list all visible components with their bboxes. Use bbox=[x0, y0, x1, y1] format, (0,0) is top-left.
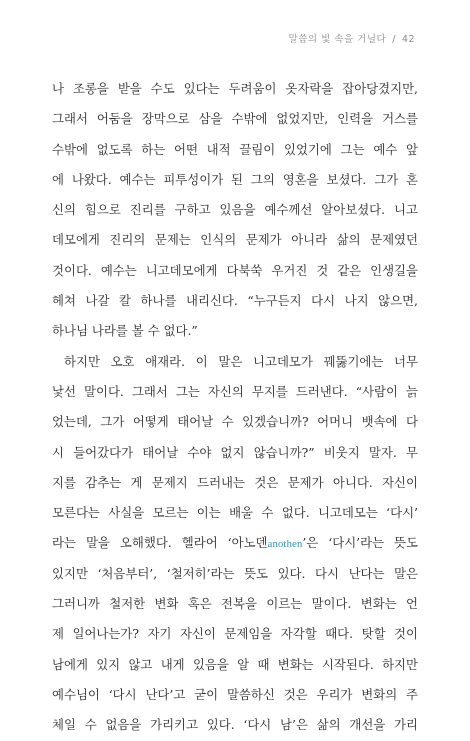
text-line: 예수님이 ‘다시 난다’고 굳이 말씀하신 것은 우리가 변화의 주 bbox=[52, 686, 418, 702]
page-number: 42 bbox=[401, 34, 415, 45]
text-line: 지를 감추는 게 문제지 드러내는 것은 문제가 아니다. 자신이 bbox=[52, 474, 418, 490]
text-segment: 라는 말을 오해했다. 헬라어 ‘아노덴 bbox=[52, 535, 268, 551]
text-line: 하지만 오호 애재라. 이 말은 니고데모가 꿰뚫기에는 너무 bbox=[64, 353, 418, 369]
text-line: 남에게 있지 않고 내게 있음을 알 때 변화는 시작된다. 하지만 bbox=[52, 656, 418, 672]
text-line: 나 조롱을 받을 수도 있다는 두려움이 옷자락을 잡아당겼지만, bbox=[52, 81, 418, 96]
running-header bbox=[289, 31, 415, 45]
text-line: 있지만 ‘처음부터’, ‘철저히’라는 뜻도 있다. 다시 난다는 말은 bbox=[52, 565, 418, 581]
text-line: 에 나왔다. 예수는 피투성이가 된 그의 영혼을 보셨다. 그가 혼 bbox=[52, 171, 418, 187]
text-line: 시 들어갔다가 태어날 수야 없지 않습니까?” 비웃지 말자. 무 bbox=[52, 444, 418, 460]
text-line: 모른다는 사실을 모르는 이는 배울 수 없다. 니고데모는 ‘다시’ bbox=[52, 505, 418, 521]
text-line: 신의 힘으로 진리를 구하고 있음을 예수께선 알아보셨다. 니고 bbox=[52, 202, 418, 218]
text-line: 그러니까 철저한 변화 혹은 전복을 이르는 말이다. 변화는 언 bbox=[52, 596, 418, 612]
text-segment: ’은 ‘다시’라는 뜻도 bbox=[302, 535, 418, 551]
running-title: 말씀의 빛 속을 거닐다 bbox=[288, 34, 387, 45]
text-line: 것이다. 예수는 니고데모에게 다북쑥 우거진 것 같은 인생길을 bbox=[52, 262, 418, 278]
text-line: 하나님 나라를 볼 수 없다.” bbox=[52, 323, 198, 339]
text-line-with-greek bbox=[52, 528, 418, 558]
text-line: 수밖에 없도록 하는 어떤 내적 끌림이 있었기에 그는 예수 앞 bbox=[52, 141, 418, 157]
header-separator: / bbox=[392, 34, 396, 45]
text-line: 체일 수 없음을 가리키고 있다. ‘다시 남’은 삶의 개선을 가리 bbox=[52, 717, 418, 733]
text-line: 었는데, 그가 어떻게 태어날 수 있겠습니까? 어머니 뱃속에 다 bbox=[52, 414, 418, 430]
body-text bbox=[52, 74, 418, 741]
greek-transliteration: anothen bbox=[267, 538, 303, 551]
text-line: 헤쳐 나갈 칼 하나를 내리신다. “누구든지 다시 나지 않으면, bbox=[52, 293, 418, 309]
text-line: 그래서 어둠을 장막으로 삼을 수밖에 없었지만, 인력을 거스를 bbox=[52, 111, 418, 127]
text-line: 제 일어나는가? 자기 자신이 문제임을 자각할 때다. 탓할 것이 bbox=[52, 626, 418, 642]
text-line: 낯선 말이다. 그래서 그는 자신의 무지를 드러낸다. “사람이 늙 bbox=[52, 383, 418, 399]
text-line: 데모에게 진리의 문제는 인식의 문제가 아니라 삶의 문제였던 bbox=[52, 232, 418, 248]
